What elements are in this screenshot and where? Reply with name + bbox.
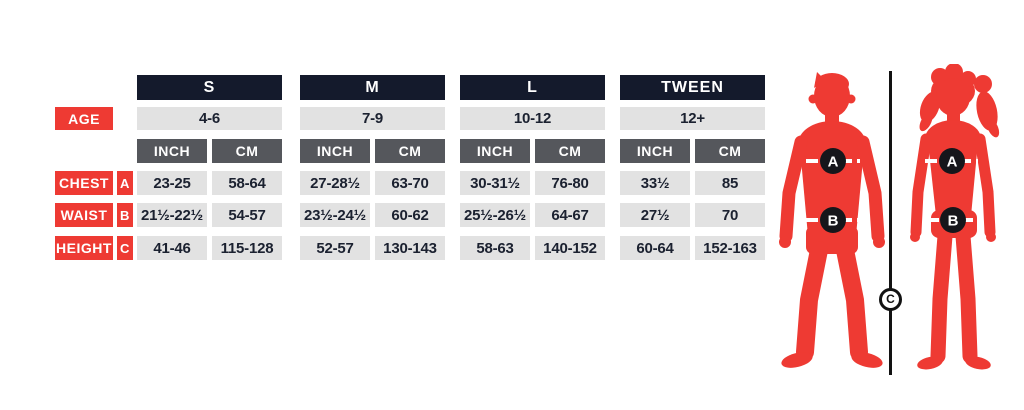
age-row-label: AGE <box>55 107 113 130</box>
marker-a-label: A <box>827 153 839 171</box>
waist-tween-cm: 70 <box>695 203 765 227</box>
age-cell-m: 7-9 <box>300 107 445 130</box>
unit-header-cm: CM <box>695 139 765 163</box>
waist-marker-badge: B <box>117 203 133 227</box>
marker-a-label: A <box>946 153 958 171</box>
waist-l-cm: 64-67 <box>535 203 605 227</box>
size-header-s: S <box>137 75 282 100</box>
height-l-inch: 58-63 <box>460 236 530 260</box>
height-marker-badge: C <box>117 236 133 260</box>
chest-tween-cm: 85 <box>695 171 765 195</box>
chest-m-inch: 27-28½ <box>300 171 370 195</box>
size-header-m: M <box>300 75 445 100</box>
chest-s-cm: 58-64 <box>212 171 282 195</box>
size-header-l: L <box>460 75 605 100</box>
waist-l-inch: 25½-26½ <box>460 203 530 227</box>
chest-row-label: CHEST <box>55 171 113 195</box>
unit-header-inch: INCH <box>137 139 207 163</box>
unit-header-inch: INCH <box>460 139 530 163</box>
chest-m-cm: 63-70 <box>375 171 445 195</box>
height-tween-cm: 152-163 <box>695 236 765 260</box>
age-cell-s: 4-6 <box>137 107 282 130</box>
marker-c-badge: C <box>879 288 902 311</box>
chest-l-cm: 76-80 <box>535 171 605 195</box>
waist-row-label: WAIST <box>55 203 113 227</box>
unit-header-cm: CM <box>375 139 445 163</box>
age-cell-tween: 12+ <box>620 107 765 130</box>
height-m-cm: 130-143 <box>375 236 445 260</box>
waist-m-cm: 60-62 <box>375 203 445 227</box>
chest-tween-inch: 33½ <box>620 171 690 195</box>
unit-header-cm: CM <box>535 139 605 163</box>
waist-m-inch: 23½-24½ <box>300 203 370 227</box>
height-row-label: HEIGHT <box>55 236 113 260</box>
chest-l-inch: 30-31½ <box>460 171 530 195</box>
chest-marker-badge: A <box>117 171 133 195</box>
age-cell-l: 10-12 <box>460 107 605 130</box>
height-s-cm: 115-128 <box>212 236 282 260</box>
unit-header-inch: INCH <box>620 139 690 163</box>
marker-b-label: B <box>947 212 959 230</box>
height-measure-line <box>889 71 892 375</box>
chest-s-inch: 23-25 <box>137 171 207 195</box>
waist-s-inch: 21½-22½ <box>137 203 207 227</box>
height-tween-inch: 60-64 <box>620 236 690 260</box>
height-l-cm: 140-152 <box>535 236 605 260</box>
waist-s-cm: 54-57 <box>212 203 282 227</box>
unit-header-inch: INCH <box>300 139 370 163</box>
height-s-inch: 41-46 <box>137 236 207 260</box>
height-m-inch: 52-57 <box>300 236 370 260</box>
size-header-tween: TWEEN <box>620 75 765 100</box>
girl-silhouette <box>893 64 1024 376</box>
boy-silhouette <box>773 68 891 376</box>
marker-b-label: B <box>827 212 839 230</box>
waist-tween-inch: 27½ <box>620 203 690 227</box>
unit-header-cm: CM <box>212 139 282 163</box>
